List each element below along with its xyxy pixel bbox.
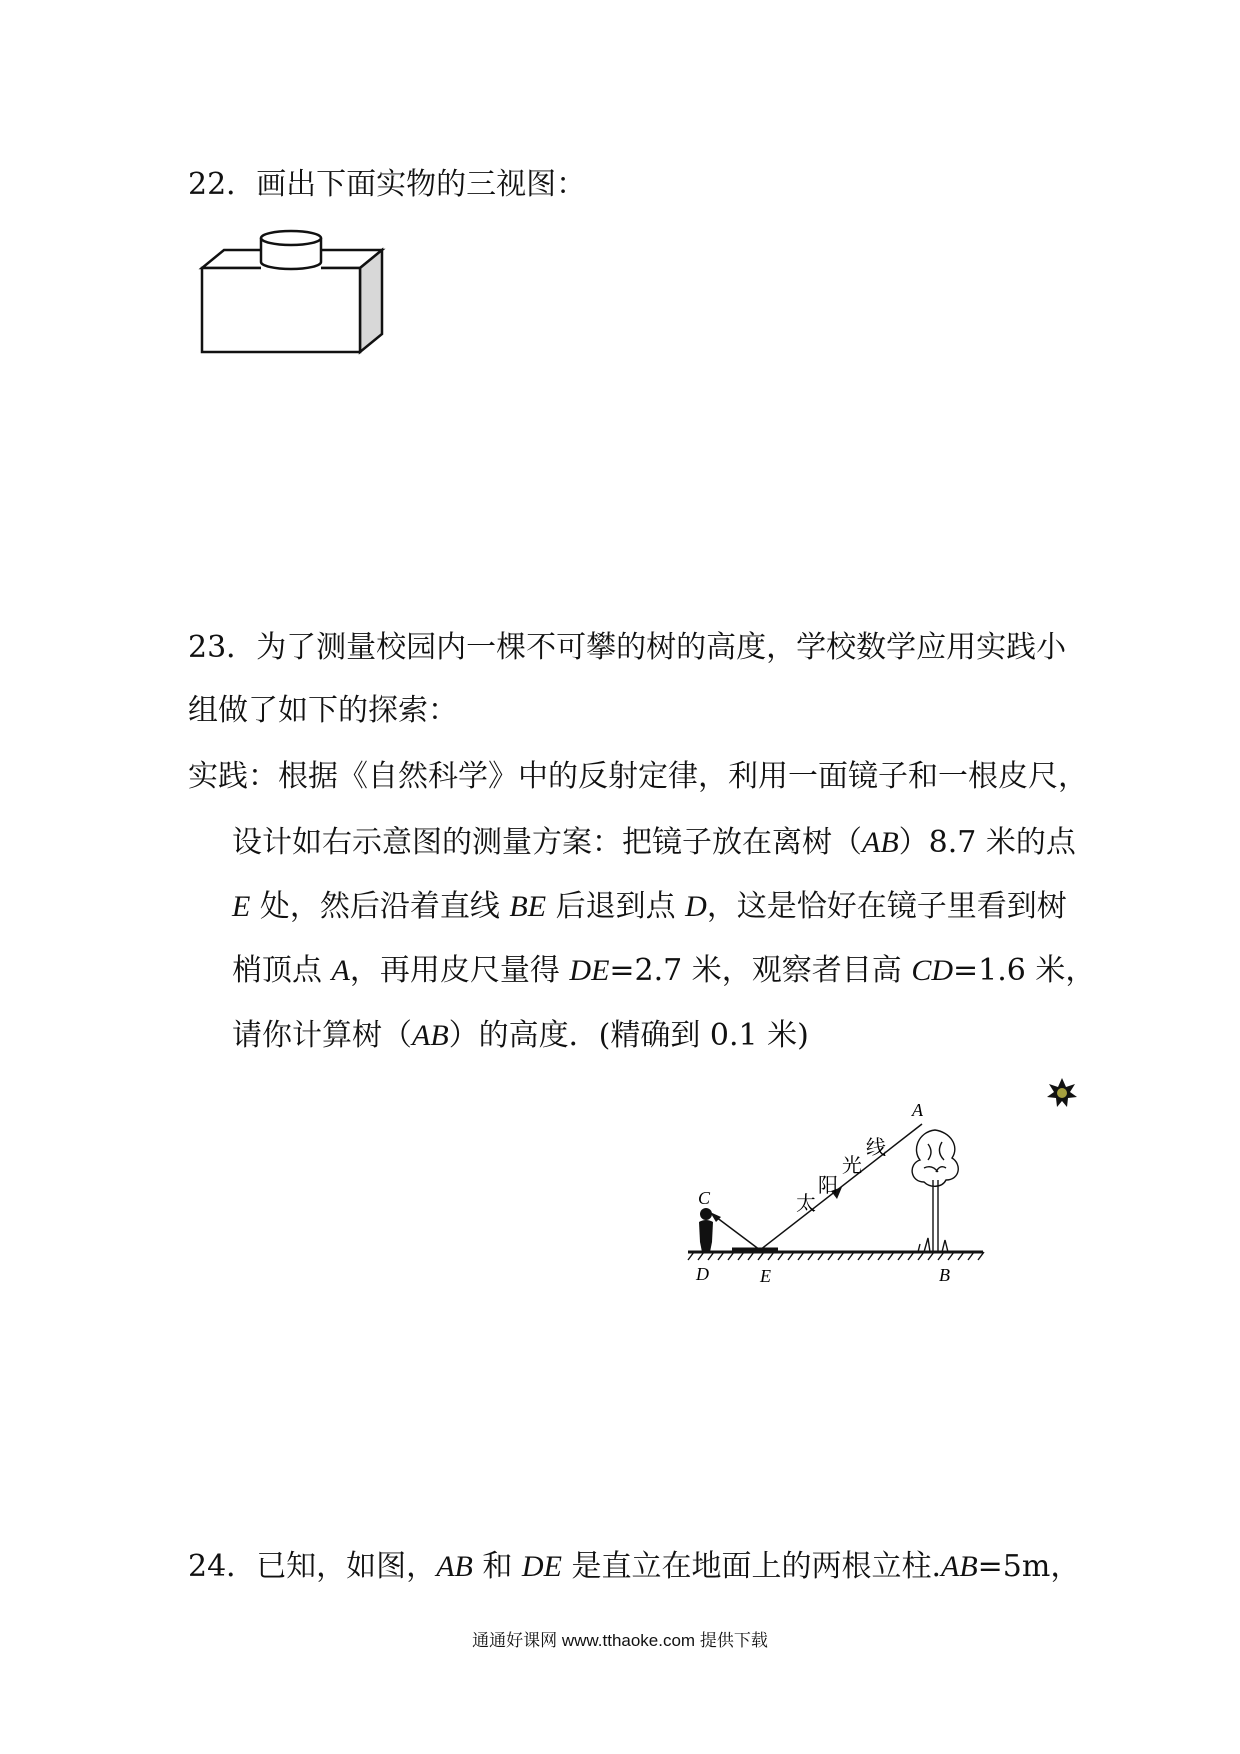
label-e: E [760,1266,771,1286]
var-ab-q24: AB [436,1550,473,1583]
q24-text-b: 和 [472,1549,522,1584]
var-d: D [685,890,707,923]
q23-text-5c: ，这是恰好在镜子里看到树 [706,889,1067,924]
box-front-face [202,268,360,352]
box-side-face [360,250,382,352]
q23-text-5a: 处，然后沿着直线 [250,889,510,924]
q23-text-7a: 请你计算树（ [232,1018,412,1053]
var-be: BE [509,890,547,923]
q23-text-4a: 设计如右示意图的测量方案：把镜子放在离树（ [232,825,862,860]
observer-figure [699,1208,713,1252]
q24-text-c: 是直立在地面上的两根立柱. [561,1549,941,1584]
var-de-q24: DE [521,1550,562,1583]
q23-line-7 [232,1017,809,1055]
q23-text-6a: 梢顶点 [232,953,332,988]
q24-number: 24． [188,1549,257,1584]
q24-line-1 [188,1548,1080,1586]
ray-char-2: 阳 [818,1173,838,1197]
q23-text-4b: ）8.7 米的点 [898,825,1076,860]
q22-number: 22． [188,167,257,202]
var-cd: CD [911,954,954,987]
q23-number: 23． [188,630,257,665]
ray-char-1: 太 [796,1191,816,1215]
q23-text-7b: ）的高度．(精确到 0.1 米) [448,1018,809,1053]
var-e: E [232,890,251,923]
q23-text-1: 为了测量校园内一棵不可攀的树的高度，学校数学应用实践小 [256,630,1067,665]
sun-ray [760,1124,922,1250]
label-a: A [912,1100,923,1120]
q23-text-3: 根据《自然科学》中的反射定律，利用一面镜子和一根皮尺， [278,759,1088,794]
label-b: B [939,1265,950,1285]
var-de: DE [569,954,610,987]
q23-line-2 [188,692,458,730]
q23-line-6 [232,952,1095,990]
ray-char-4: 线 [866,1135,886,1159]
tree-drawing [912,1130,958,1252]
q23-text-2: 组做了如下的探索： [188,693,458,728]
sun-icon [1047,1078,1077,1107]
q23-line-1 [188,629,1066,667]
q23-text-6d: =1.6 米， [953,953,1096,988]
q24-text-a: 已知，如图， [256,1549,437,1584]
var-ab-q24-2: AB [941,1550,978,1583]
cylinder-top [261,231,321,245]
var-ab-2: AB [412,1019,449,1052]
label-c: C [698,1188,711,1208]
q24-text-d: =5m， [977,1549,1081,1584]
q23-text-5b: 后退到点 [546,889,686,924]
q23-line-3 [188,758,1088,796]
label-d: D [696,1264,709,1284]
q22-heading [188,166,586,204]
practice-label: 实践： [188,759,278,794]
page-footer: 通通好课网 www.tthaoke.com 提供下载 [472,1631,768,1650]
q23-line-4 [232,824,1076,862]
var-a: A [331,954,350,987]
q22-text: 画出下面实物的三视图： [256,167,587,202]
q23-text-6b: ，再用皮尺量得 [349,953,570,988]
var-ab: AB [862,826,899,859]
q23-diagram [680,1060,1080,1300]
reflected-ray [712,1214,760,1250]
q23-text-6c: =2.7 米，观察者目高 [609,953,912,988]
ray-char-3: 光 [842,1153,862,1177]
q22-solid-figure [196,228,396,388]
q23-line-5 [232,888,1067,926]
